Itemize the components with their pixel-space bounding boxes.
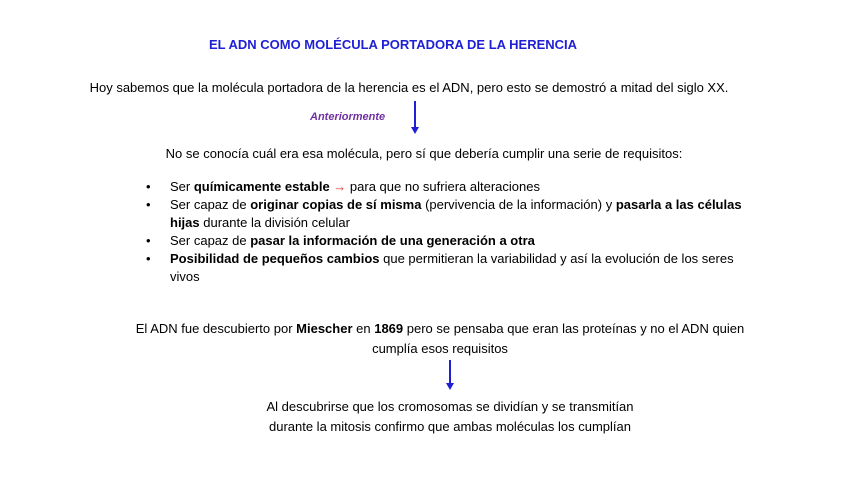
bullet-icon: • (146, 251, 151, 266)
anteriormente-label: Anteriormente (310, 111, 386, 123)
descubrimiento-text: El ADN fue descubierto por Miescher en 1869 pero se pensaba que eran las proteínas y no el ADN quien cumplía esos requisitos (135, 321, 745, 356)
bullet-icon: • (146, 179, 151, 194)
list-item: • Ser químicamente estable → para que no sufriera alteraciones (146, 179, 540, 194)
requisitos-list (146, 178, 766, 286)
list-item: • Ser capaz de originar copias de sí misma (pervivencia de la información) y pasarla a las células hijas durante la división celular (146, 197, 742, 230)
intro-text: Hoy sabemos que la molécula portadora de la herencia es el ADN, pero esto se demostró a mitad del siglo XX. (89, 80, 729, 95)
page-title: EL ADN COMO MOLÉCULA PORTADORA DE LA HERENCIA (208, 37, 578, 52)
right-arrow-icon: → (333, 179, 347, 194)
list-item: • Ser capaz de pasar la información de una generación a otra (146, 233, 535, 248)
bullet-icon: • (146, 233, 151, 248)
bullet-icon: • (146, 197, 151, 212)
conclusion-text: Al descubrirse que los cromosomas se dividían y se transmitían durante la mitosis confirmo que ambas moléculas los cumplían (266, 399, 634, 434)
requisitos-intro: No se conocía cuál era esa molécula, pero sí que debería cumplir una serie de requisitos: (165, 146, 683, 161)
list-item: • Posibilidad de pequeños cambios que permitieran la variabilidad y así la evolución de los seres vivos (146, 251, 734, 284)
